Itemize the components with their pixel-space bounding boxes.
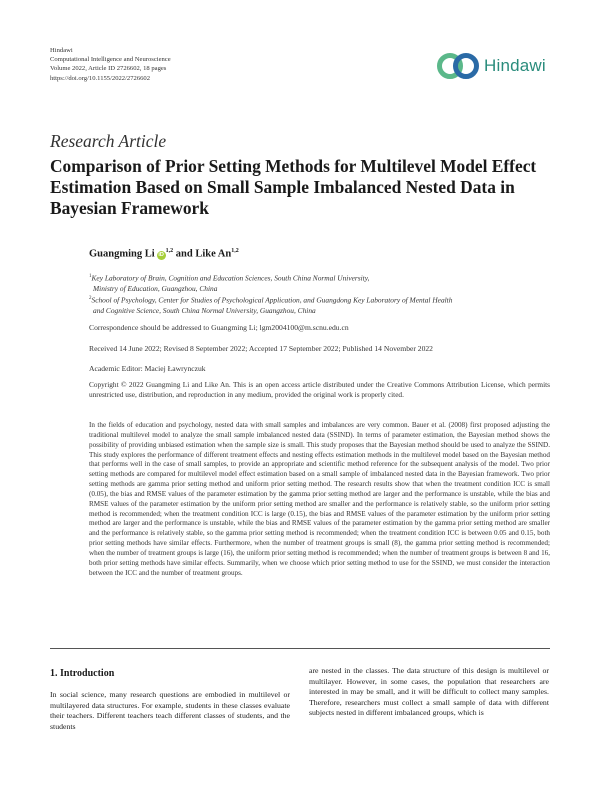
affiliation-number: 2 xyxy=(89,295,92,301)
body-column-right: are nested in the classes. The data structure of this design is multilevel or multilayer. However, in some cases, the population that researchers are interested in may be small, and it will be difficult to collect many samples. Therefore, researchers must collect a small sample of data with different subjects nested in different imbalanced groups, which is xyxy=(309,666,549,718)
section-heading: 1. Introduction xyxy=(50,668,115,679)
copyright-notice: Copyright © 2022 Guangming Li and Like An. This is an open access article distributed under the Creative Commons Attribution License, which permits unrestricted use, distribution, and reproduction in any medium, provided the original work is properly cited. xyxy=(89,380,550,399)
affiliation-number: 1 xyxy=(89,274,92,279)
author-affiliation-marker: 1,2 xyxy=(231,248,239,254)
article-type: Research Article xyxy=(50,131,167,151)
journal-name: Computational Intelligence and Neuroscience xyxy=(50,56,171,64)
correspondence: Correspondence should be addressed to Guangming Li; lgm2004100@m.scnu.edu.cn xyxy=(89,323,349,332)
affiliations xyxy=(89,272,559,316)
author-name[interactable]: Guangming Li xyxy=(89,248,155,260)
publisher-name: Hindawi xyxy=(50,47,73,54)
body-column-left: In social science, many research questions are embodied in multilevel or multilayered data structures. For example, students in these classes evaluate their teachers. Different teachers teach different classes of students, and the students xyxy=(50,690,290,731)
author-affiliation-marker: 1,2 xyxy=(165,248,174,254)
author-name[interactable]: Like An xyxy=(195,248,232,260)
publication-dates: Received 14 June 2022; Revised 8 September 2022; Accepted 17 September 2022; Published 14 November 2022 xyxy=(89,344,433,353)
abstract: In the fields of education and psychology, nested data with small samples and imbalances are very common. Bauer et al. (2008) first proposed adjusting the traditional multilevel model to analyze the small sample imbalanced nested data (SSIND). In terms of parameter estimation, the Bayesian method shows the possibility of providing unbiased estimation when the sample size is small. This study proposes that the Bayesian method should be used to analyze the SSIND. This study explores the performance of different treatment effects and nesting effects estimation methods in the multilevel model based on the Bayesian method that performs well in the case of small samples, to provide an appropriate and scientific method reference for the subsequent analysis of the model. Two prior setting methods are compared for multilevel model effect estimation based on a small sample of imbalanced nested data in the Bayesian framework. Two prior setting methods are gamma prior setting method and uniform prior setting method. The research results show that when the treatment condition ICC is small (0.05), the bias and RMSE values of the parameter estimation by the gamma prior setting method are larger and the performance is unstable, while the bias and RMSE values of the parameter estimation by the uniform prior setting method are smaller and the performance is relatively stable, so the uniform prior setting method is recommended; when the treatment condition ICC is large (0.15), the bias and RMSE values of the parameter estimation by the uniform prior setting method are larger and the performance is unstable, while the bias and RMSE values of the parameter estimation by the gamma prior setting method are smaller and the performance is relatively stable, so the gamma prior setting method is recommended; when the treatment condition ICC is between 0.05 and 0.15, both prior setting methods have similar effects. Furthermore, when the number of treatment groups is small (8), the gamma prior setting method is recommended; when the number of treatment groups is large (16), the uniform prior setting method is recommended; when the number of treatment groups is between 8 and 16, both prior setting methods have similar effects. Summarily, when we choose which prior setting method to use for the SSIND, we must consider the interaction between the ICC and the number of treatment groups. xyxy=(89,421,550,577)
affiliation-text: School of Psychology, Center for Studies of Psychological Application, and Guangdong Key Laboratory of Mental Health xyxy=(91,295,453,305)
article-title: Comparison of Prior Setting Methods for Multilevel Model Effect Estimation Based on Small Sample Imbalanced Nested Data in Bayesian Framework xyxy=(50,156,537,218)
affiliation-line: and Cognitive Science, South China Normal University, Guangzhou, China xyxy=(93,305,316,315)
volume-line: Volume 2022, Article ID 2726602, 18 pages xyxy=(50,65,167,73)
affiliation-line xyxy=(89,294,559,306)
journal-meta xyxy=(50,46,171,83)
affiliation-text: Key Laboratory of Brain, Cognition and Education Sciences, South China Normal University, xyxy=(91,273,370,283)
affiliation-line: Ministry of Education, Guangzhou, China xyxy=(93,283,218,293)
doi-link[interactable]: https://doi.org/10.1155/2022/2726602 xyxy=(50,74,151,82)
affiliation-line xyxy=(89,272,559,284)
hindawi-logo[interactable] xyxy=(436,47,556,85)
orcid-icon[interactable]: iD xyxy=(158,251,164,258)
hindawi-rings-icon xyxy=(436,51,480,81)
academic-editor: Academic Editor: Maciej Ławrynczuk xyxy=(89,364,206,373)
logo-text: Hindawi xyxy=(484,56,546,75)
author-joiner: and xyxy=(175,248,193,260)
author-list xyxy=(89,248,239,260)
section-divider xyxy=(50,648,550,649)
